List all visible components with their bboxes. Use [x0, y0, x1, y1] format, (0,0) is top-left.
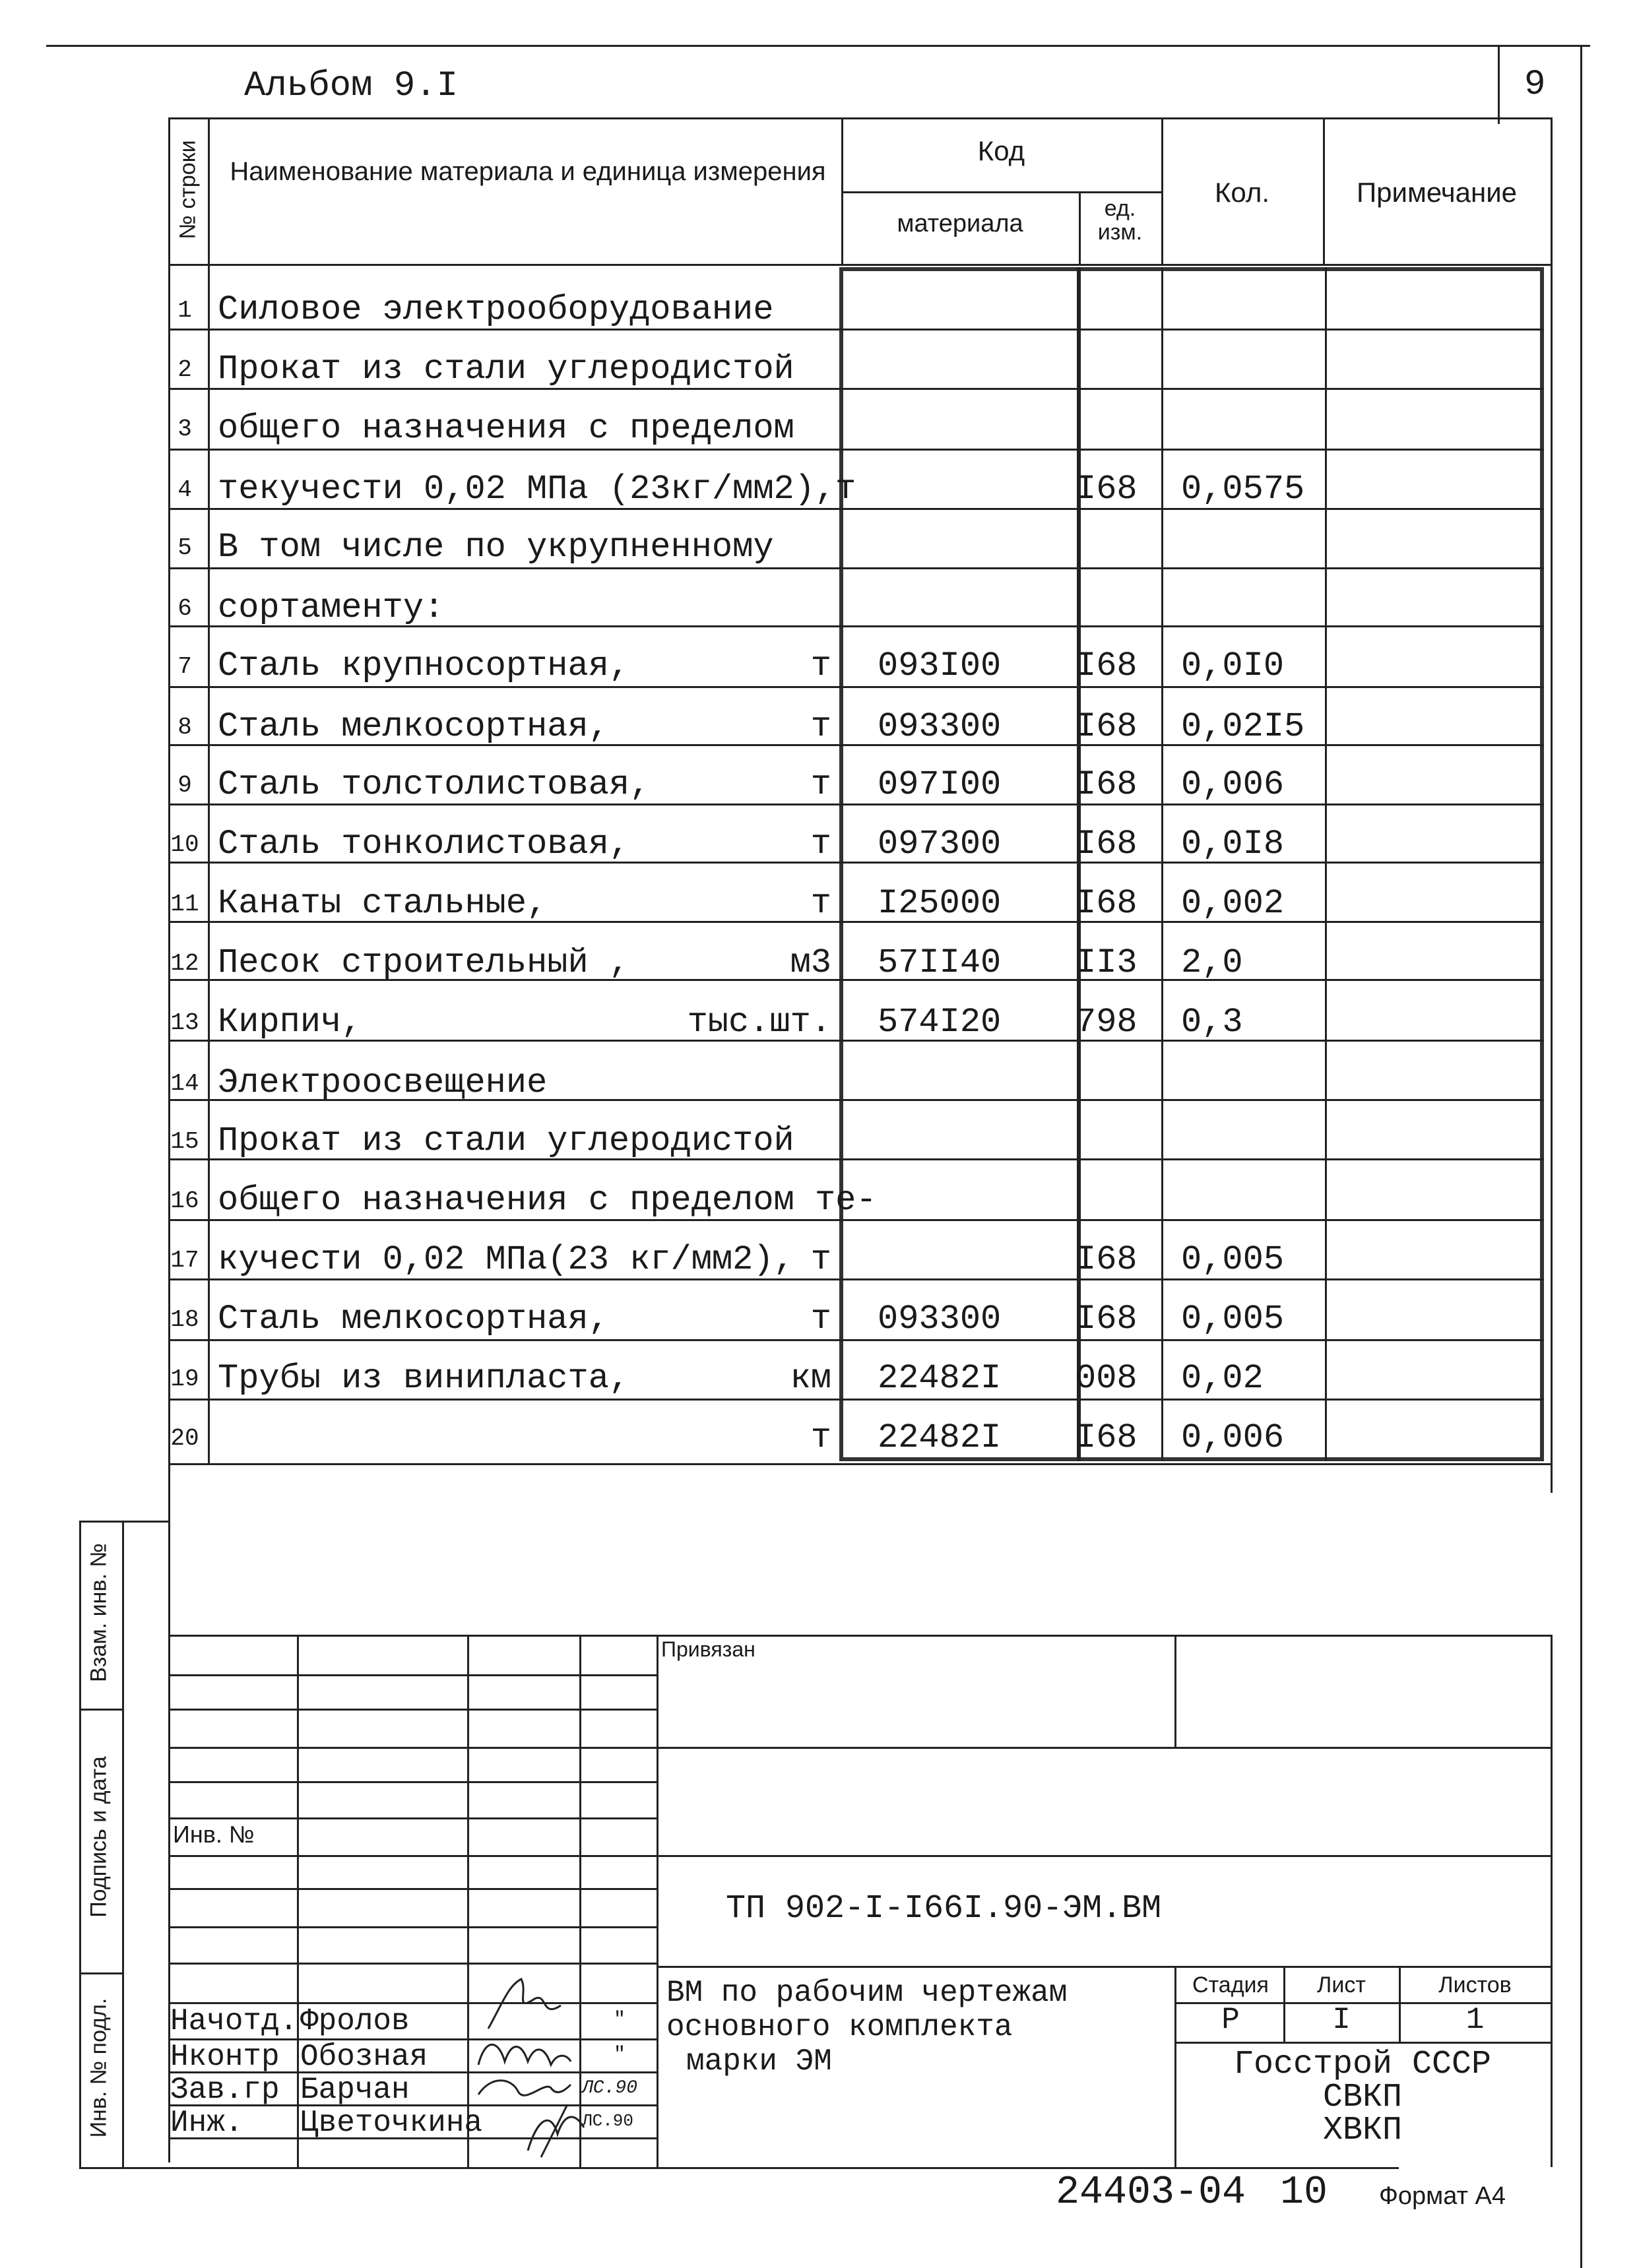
row-unit: км — [790, 1359, 831, 1398]
row-unit: т — [810, 1300, 831, 1339]
row-name: сортаменту: — [218, 588, 445, 627]
privyazan-label: Привязан — [661, 1637, 755, 1661]
row-quantity: 0,002 — [1181, 884, 1285, 923]
row-unit: т — [810, 825, 831, 864]
row-number: 17 — [170, 1247, 199, 1274]
row-quantity: 0,005 — [1181, 1240, 1285, 1279]
row-unit: м3 — [790, 943, 831, 982]
row-quantity: 0,0575 — [1181, 470, 1305, 509]
header-row-no: № строки — [175, 140, 201, 239]
header-unit: ед. изм. — [1097, 196, 1143, 245]
row-quantity: 0,006 — [1181, 765, 1285, 804]
row-name: общего назначения с пределом те- — [218, 1181, 877, 1220]
row-unit-code: 798 — [1075, 1003, 1138, 1042]
row-quantity: 0,02 — [1181, 1359, 1264, 1398]
footer-format: Формат А4 — [1379, 2182, 1506, 2210]
row-name: текучести 0,02 МПа (23кг/мм2),т — [218, 470, 856, 509]
row-number: 19 — [170, 1366, 199, 1393]
title-line-1: ВМ по рабочим чертежам — [666, 1976, 1068, 2010]
person-name-4: Цветочкина — [300, 2106, 483, 2140]
row-name: общего назначения с пределом — [218, 409, 794, 448]
row-number: 12 — [170, 950, 199, 977]
row-unit-code: I68 — [1075, 1300, 1138, 1339]
row-material-code: 097300 — [878, 825, 1002, 864]
side-label-podpis: Подпись и дата — [86, 1756, 112, 1918]
row-name: кучести 0,02 МПа(23 кг/мм2), — [218, 1240, 794, 1279]
row-unit: т — [810, 1240, 831, 1279]
row-number: 5 — [177, 534, 192, 561]
row-unit: т — [810, 1418, 831, 1457]
row-name: Сталь тонколистовая, — [218, 825, 630, 864]
title-line-2: основного комплекта — [666, 2010, 1013, 2044]
row-material-code: 574I20 — [878, 1003, 1002, 1042]
sheet-label: Лист — [1317, 1972, 1366, 1998]
person-date-2: " — [614, 2044, 626, 2066]
row-unit-code: 008 — [1075, 1359, 1138, 1398]
person-role-4: Инж. — [170, 2106, 243, 2140]
row-unit-code: I68 — [1075, 1240, 1138, 1279]
row-number: 1 — [177, 297, 192, 324]
org-line-3: ХВКП — [1322, 2112, 1403, 2149]
header-material: материала — [897, 210, 1023, 237]
sheets-value: 1 — [1465, 2003, 1485, 2037]
header-name-text: Наименование материала и единица измерения — [230, 157, 826, 186]
row-unit-code: I68 — [1075, 825, 1138, 864]
row-name: Кирпич, — [218, 1003, 362, 1042]
row-number: 15 — [170, 1128, 199, 1155]
row-quantity: 0,005 — [1181, 1300, 1285, 1339]
row-material-code: 097I00 — [878, 765, 1002, 804]
sheets-label: Листов — [1438, 1972, 1512, 1998]
row-name: Сталь толстолистовая, — [218, 765, 651, 804]
row-unit-code: I68 — [1075, 470, 1138, 509]
person-role-3: Зав.гр — [170, 2073, 280, 2107]
person-date-4: ЛС.90 — [582, 2111, 634, 2131]
row-name: Силовое электрооборудование — [218, 290, 774, 329]
organization — [1174, 2048, 1551, 2147]
row-name: Прокат из стали углеродистой — [218, 350, 794, 389]
person-date-1: " — [614, 2009, 626, 2031]
side-label-inv-podl: Инв. № подл. — [86, 1998, 112, 2138]
page-number: 9 — [1524, 65, 1546, 105]
row-unit: т — [810, 646, 831, 685]
row-unit-code: II3 — [1075, 943, 1138, 982]
org-line-2: СВКП — [1322, 2079, 1403, 2116]
row-name: Сталь мелкосортная, — [218, 1300, 609, 1339]
header-note: Примечание — [1356, 177, 1518, 208]
row-quantity: 2,0 — [1181, 943, 1243, 982]
row-unit-code: I68 — [1075, 646, 1138, 685]
stage-value: Р — [1221, 2003, 1240, 2037]
footer-sheet: 10 — [1280, 2170, 1328, 2215]
row-unit: т — [810, 707, 831, 746]
sheet-value: I — [1332, 2003, 1351, 2037]
row-number: 4 — [177, 476, 192, 503]
row-number: 16 — [170, 1187, 199, 1214]
row-number: 7 — [177, 653, 192, 680]
header-qty: Кол. — [1214, 177, 1270, 208]
signature-frolov — [475, 1966, 574, 2038]
row-unit: т — [810, 765, 831, 804]
row-material-code: 093I00 — [878, 646, 1002, 685]
row-number: 2 — [177, 356, 192, 383]
row-material-code: 093300 — [878, 707, 1002, 746]
row-quantity: 0,006 — [1181, 1418, 1285, 1457]
row-material-code: 093300 — [878, 1300, 1002, 1339]
album-label: Альбом 9.I — [244, 66, 459, 106]
inv-no-label: Инв. № — [173, 1821, 255, 1848]
row-unit: тыс.шт. — [687, 1003, 831, 1042]
row-name: Канаты стальные, — [218, 884, 548, 923]
row-unit-code: I68 — [1075, 707, 1138, 746]
row-name: Электроосвещение — [218, 1063, 548, 1102]
row-name: Сталь крупносортная, — [218, 646, 630, 685]
person-role-2: Нконтр — [170, 2040, 280, 2074]
row-unit-code: I68 — [1075, 765, 1138, 804]
row-number: 9 — [177, 772, 192, 799]
row-name: Прокат из стали углеродистой — [218, 1121, 794, 1160]
person-name-1: Фролов — [300, 2004, 410, 2038]
row-material-code: 22482I — [878, 1418, 1002, 1457]
row-number: 10 — [170, 831, 199, 858]
row-name: Трубы из винипласта, — [218, 1359, 630, 1398]
footer-number: 24403-04 — [1056, 2170, 1246, 2215]
person-name-3: Барчан — [300, 2073, 410, 2107]
row-number: 3 — [177, 416, 192, 443]
org-line-1: Госстрой СССР — [1233, 2046, 1492, 2083]
row-unit-code: I68 — [1075, 884, 1138, 923]
person-role-1: Начотд. — [170, 2004, 298, 2038]
title-line-3: марки ЭМ — [686, 2044, 832, 2079]
row-name: Сталь мелкосортная, — [218, 707, 609, 746]
row-number: 6 — [177, 595, 192, 622]
row-material-code: I25000 — [878, 884, 1002, 923]
row-quantity: 0,3 — [1181, 1003, 1243, 1042]
signature-tsvetochkina — [521, 2098, 594, 2164]
row-unit-code: I68 — [1075, 1418, 1138, 1457]
header-name — [224, 155, 831, 188]
person-name-2: Обозная — [300, 2040, 428, 2074]
row-unit: т — [810, 884, 831, 923]
row-quantity: 0,0I8 — [1181, 825, 1285, 864]
document-code: ТП 902-I-I66I.90-ЭМ.ВМ — [726, 1890, 1162, 1928]
stage-label: Стадия — [1192, 1972, 1269, 1998]
row-name: Песок строительный , — [218, 943, 630, 982]
header-code: Код — [977, 135, 1025, 166]
row-number: 20 — [170, 1425, 199, 1452]
row-material-code: 57II40 — [878, 943, 1002, 982]
document-title — [666, 1976, 1067, 2079]
row-quantity: 0,0I0 — [1181, 646, 1285, 685]
row-number: 11 — [170, 891, 199, 918]
row-quantity: 0,02I5 — [1181, 707, 1305, 746]
row-name: В том числе по укрупненному — [218, 528, 774, 567]
row-number: 14 — [170, 1070, 199, 1097]
row-number: 18 — [170, 1306, 199, 1333]
side-label-vzam: Взам. инв. № — [86, 1543, 112, 1682]
row-number: 13 — [170, 1009, 199, 1036]
row-material-code: 22482I — [878, 1359, 1002, 1398]
person-date-3: ЛС.90 — [582, 2078, 638, 2098]
row-number: 8 — [177, 714, 192, 741]
